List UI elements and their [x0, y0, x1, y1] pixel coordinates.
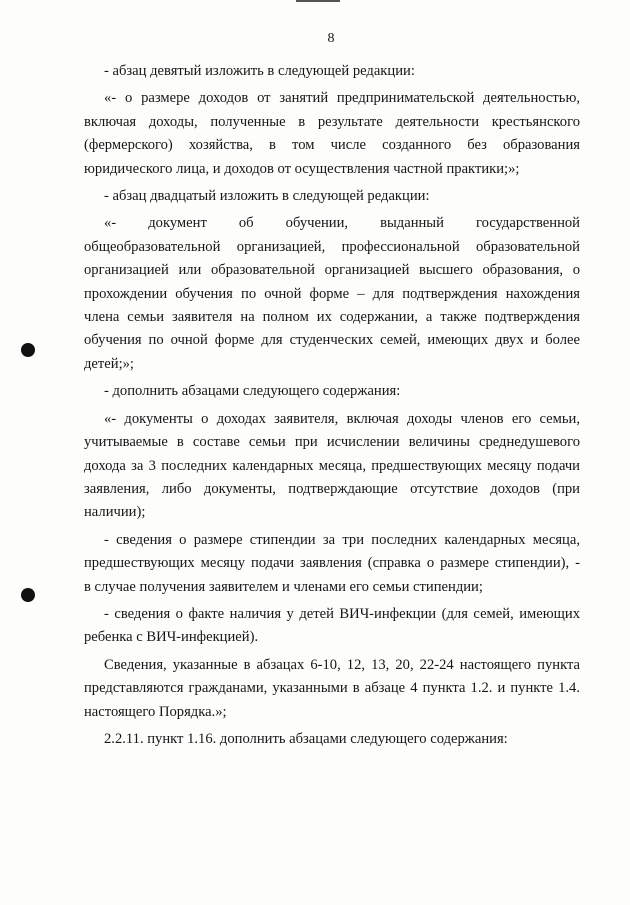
- text-line: общеобразовательной организацией, профессиональной образовательной: [84, 238, 580, 255]
- text-line: наличии);: [84, 504, 146, 521]
- text-line: дохода за 3 последних календарных месяца, предшествующих месяцу подачи: [84, 457, 580, 474]
- text-line: организацией или образовательной организацией высшего образования, о: [84, 262, 580, 279]
- text-line: предшествующих месяцу подачи заявления (справка о размере стипендии), -: [84, 555, 580, 572]
- text-line: «- документы о доходах заявителя, включая доходы членов его семьи,: [104, 410, 580, 427]
- text-line: - абзац двадцатый изложить в следующей редакции:: [104, 188, 430, 205]
- text-line: - абзац девятый изложить в следующей редакции:: [104, 63, 415, 79]
- paragraph: [84, 212, 580, 376]
- text-line: (фермерского) хозяйства, в том числе созданного без образования: [84, 137, 580, 154]
- paragraph: [84, 408, 580, 525]
- text-line: прохождении обучения по очной форме – для подтверждения нахождения: [84, 285, 580, 302]
- top-edge-mark: [296, 0, 340, 2]
- text-line: «- документ об обучении, выданный государственной: [104, 215, 580, 232]
- paragraph: [84, 60, 580, 83]
- text-line: члена семьи заявителя на полном их содержании, а также подтверждения: [84, 309, 580, 326]
- paragraph: [84, 380, 580, 403]
- text-line: в случае получения заявителем и членами его семьи стипендии;: [84, 578, 483, 595]
- text-line: - сведения о размере стипендии за три последних календарных месяца,: [104, 531, 580, 548]
- paragraph: [84, 603, 580, 650]
- text-line: представляются гражданами, указанными в абзаце 4 пункта 1.2. и пункте 1.4.: [84, 680, 580, 697]
- text-line: включая доходы, полученные в результате деятельности крестьянского: [84, 113, 580, 130]
- binder-hole-icon: [21, 343, 35, 357]
- text-line: - дополнить абзацами следующего содержания:: [104, 383, 401, 400]
- binder-hole-icon: [21, 588, 35, 602]
- paragraph: [84, 529, 580, 599]
- page-number: 8: [327, 31, 335, 46]
- text-line: настоящего Порядка.»;: [84, 703, 227, 720]
- text-line: детей;»;: [84, 355, 134, 372]
- paragraph: [84, 728, 580, 751]
- text-line: обучения по очной форме для студенческих семей, имеющих двух и более: [84, 332, 580, 349]
- text-line: ребенка с ВИЧ-инфекцией).: [84, 629, 259, 646]
- text-line: 2.2.11. пункт 1.16. дополнить абзацами следующего содержания:: [104, 730, 508, 747]
- paragraph: [84, 654, 580, 724]
- text-line: «- о размере доходов от занятий предпринимательской деятельностью,: [104, 90, 580, 107]
- text-line: Сведения, указанные в абзацах 6-10, 12, 13, 20, 22-24 настоящего пункта: [104, 656, 580, 673]
- text-line: заявления, либо документы, подтверждающие отсутствие доходов (при: [84, 480, 580, 497]
- document-body: [84, 60, 580, 755]
- paragraph: [84, 185, 580, 208]
- text-line: учитываемые в составе семьи при исчислении величины среднедушевого: [84, 434, 580, 451]
- text-line: - сведения о факте наличия у детей ВИЧ-инфекции (для семей, имеющих: [104, 605, 580, 622]
- text-line: юридического лица, и доходов от осуществления частной практики;»;: [84, 160, 520, 177]
- paragraph: [84, 87, 580, 181]
